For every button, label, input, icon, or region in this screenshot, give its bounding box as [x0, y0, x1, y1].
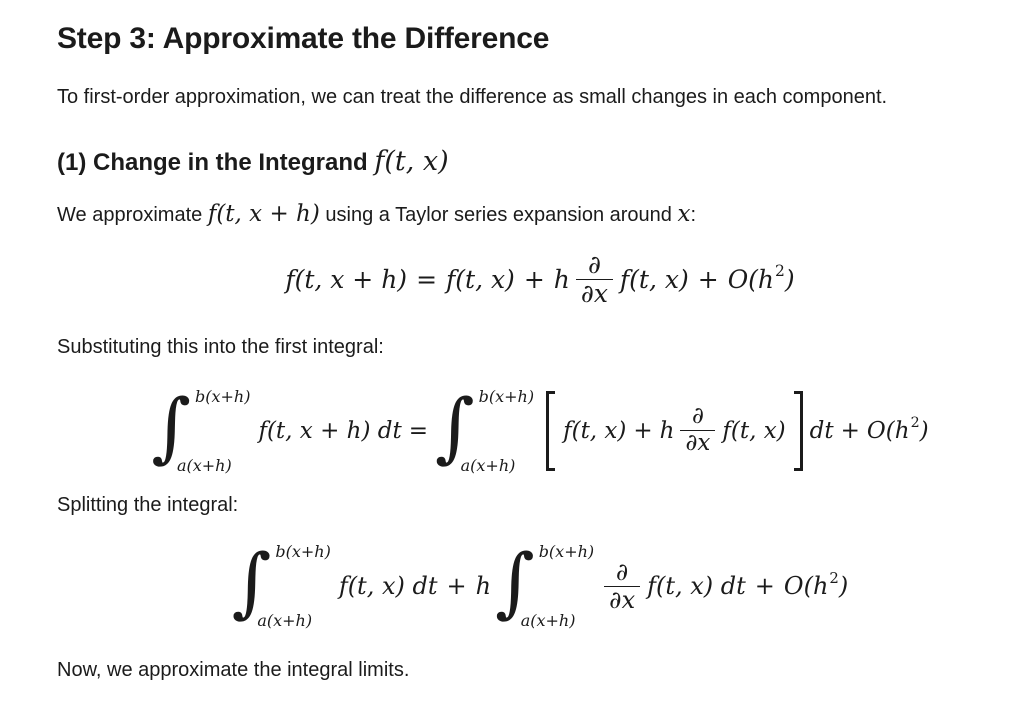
- left-bracket: [546, 391, 555, 471]
- equals-sign: =: [408, 417, 428, 444]
- taylor-paragraph-inline-math-2: x: [677, 200, 691, 227]
- eq2-coefficient-h: h: [659, 417, 675, 444]
- integral-sign: ∫: [495, 537, 535, 627]
- fraction-numerator: ∂: [587, 249, 601, 279]
- eq3-exponent: 2: [829, 569, 839, 588]
- eq2-dt: dt: [809, 417, 834, 444]
- plus-sign: +: [840, 417, 860, 444]
- integral-lower-limit: a(x+h): [520, 611, 576, 631]
- page-title: Step 3: Approximate the Difference: [57, 22, 550, 55]
- partial-derivative-fraction: [604, 559, 640, 614]
- taylor-paragraph-inline-math-1: f(t, x + h): [207, 200, 320, 227]
- integral-2: [435, 381, 535, 475]
- plus-sign: +: [446, 572, 467, 601]
- section-heading: [57, 146, 1023, 178]
- eq1-lhs: f(t, x + h): [285, 264, 408, 294]
- eq1-big-o-open: O(h: [727, 264, 775, 294]
- eq3-big-o-open: O(h: [783, 572, 829, 601]
- closing-paragraph: Now, we approximate the integral limits.: [57, 659, 410, 682]
- eq2-big-o-open: O(h: [866, 417, 910, 444]
- eq1-term2: f(t, x): [619, 264, 689, 294]
- substituting-paragraph: Substituting this into the first integral:: [57, 336, 384, 359]
- equation-substituted-integral: [57, 381, 1023, 478]
- equals-sign: =: [416, 264, 438, 294]
- document-content: [57, 22, 1023, 683]
- intro-paragraph: To first-order approximation, we can treat the difference as small changes in each component.: [57, 86, 888, 108]
- fraction-denominator: ∂x: [604, 586, 640, 614]
- plus-sign: +: [633, 417, 653, 444]
- eq1-exponent: 2: [775, 261, 785, 280]
- eq2-bracket-term2: f(t, x): [722, 417, 786, 444]
- taylor-paragraph-text-1: We approximate: [57, 203, 208, 226]
- integral-upper-limit: b(x+h): [538, 542, 595, 562]
- integral-1: [151, 381, 251, 475]
- equation-taylor-expansion: [57, 242, 1023, 316]
- equation-split-integral: [57, 539, 1023, 633]
- plus-sign: +: [523, 264, 545, 294]
- plus-sign: +: [697, 264, 719, 294]
- taylor-paragraph: [57, 201, 1023, 228]
- eq1-big-o-close: ): [784, 264, 795, 294]
- partial-derivative-fraction: [680, 404, 715, 457]
- eq2-big-o-close: ): [919, 417, 929, 444]
- integral-sign: ∫: [151, 381, 191, 471]
- integral-1: [231, 537, 331, 631]
- partial-derivative-fraction: [576, 251, 613, 308]
- fraction-denominator: ∂x: [680, 430, 715, 457]
- splitting-paragraph: Splitting the integral:: [57, 493, 239, 516]
- eq3-coefficient-h: h: [475, 572, 492, 601]
- integral-sign: ∫: [435, 381, 475, 471]
- integral-upper-limit: b(x+h): [194, 386, 251, 406]
- taylor-paragraph-text-3: :: [690, 203, 697, 226]
- integral-lower-limit: a(x+h): [176, 455, 232, 475]
- integral-upper-limit: b(x+h): [478, 386, 535, 406]
- document-page: [0, 22, 1023, 683]
- eq2-integrand-1: f(t, x + h) dt: [258, 417, 402, 444]
- fraction-numerator: ∂: [615, 557, 629, 586]
- integral-upper-limit: b(x+h): [275, 542, 331, 562]
- taylor-paragraph-text-2: using a Taylor series expansion around: [319, 203, 678, 226]
- section-heading-math: f(t, x): [374, 145, 449, 177]
- fraction-numerator: ∂: [691, 403, 704, 430]
- right-bracket: [794, 391, 803, 471]
- integral-2: [495, 537, 595, 631]
- eq1-coefficient-h: h: [553, 264, 570, 294]
- eq2-bracket-term1: f(t, x): [563, 417, 627, 444]
- fraction-denominator: ∂x: [576, 279, 613, 308]
- eq3-integrand-1: f(t, x) dt: [338, 572, 438, 601]
- integral-lower-limit: a(x+h): [460, 455, 516, 475]
- eq1-term1: f(t, x): [446, 264, 515, 294]
- integral-lower-limit: a(x+h): [257, 611, 313, 631]
- eq3-big-o-close: ): [838, 572, 849, 601]
- eq2-exponent: 2: [910, 414, 920, 431]
- plus-sign: +: [754, 572, 775, 601]
- section-heading-text: (1) Change in the Integrand: [57, 148, 368, 176]
- integral-sign: ∫: [231, 537, 272, 627]
- eq3-integrand-2: f(t, x) dt: [647, 572, 746, 601]
